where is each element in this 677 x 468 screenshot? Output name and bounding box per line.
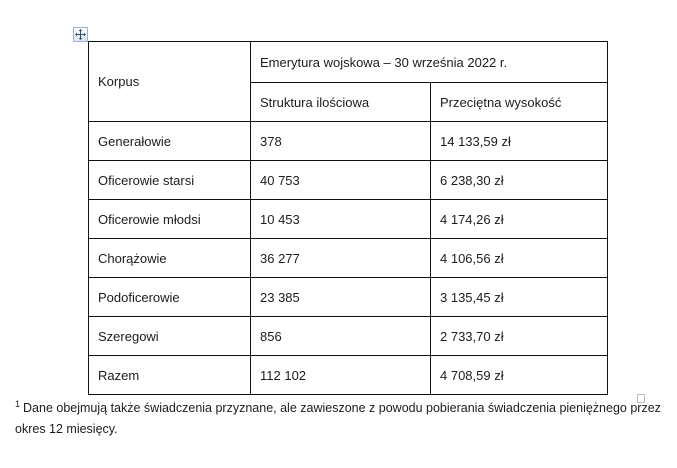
footnote[interactable] <box>15 398 667 439</box>
cell-corps[interactable]: Razem <box>89 356 251 395</box>
pension-table <box>88 41 608 395</box>
table-row <box>89 317 608 356</box>
cell-count[interactable]: 112 102 <box>251 356 431 395</box>
table-row <box>89 122 608 161</box>
cell-corps[interactable]: Oficerowie młodsi <box>89 200 251 239</box>
header-cell-title[interactable]: Emerytura wojskowa – 30 września 2022 r. <box>251 42 608 83</box>
move-icon <box>75 29 86 40</box>
cell-avg[interactable]: 14 133,59 zł <box>431 122 608 161</box>
header-cell-avg[interactable]: Przeciętna wysokość <box>431 83 608 122</box>
cell-avg[interactable]: 4 708,59 zł <box>431 356 608 395</box>
cell-corps[interactable]: Oficerowie starsi <box>89 161 251 200</box>
cell-corps[interactable]: Szeregowi <box>89 317 251 356</box>
table-row <box>89 161 608 200</box>
cell-avg[interactable]: 4 174,26 zł <box>431 200 608 239</box>
header-cell-corps[interactable]: Korpus <box>89 42 251 122</box>
table-row <box>89 200 608 239</box>
footnote-marker: 1 <box>15 398 21 409</box>
cell-count[interactable]: 856 <box>251 317 431 356</box>
cell-avg[interactable]: 6 238,30 zł <box>431 161 608 200</box>
cell-avg[interactable]: 4 106,56 zł <box>431 239 608 278</box>
cell-count[interactable]: 23 385 <box>251 278 431 317</box>
cell-count[interactable]: 10 453 <box>251 200 431 239</box>
cell-corps[interactable]: Podoficerowie <box>89 278 251 317</box>
cell-avg[interactable]: 3 135,45 zł <box>431 278 608 317</box>
table-row <box>89 239 608 278</box>
footnote-text: Dane obejmują także świadczenia przyznane, ale zawieszone z powodu pobierania świadczenia pieniężnego przez okres 12 miesięcy. <box>15 401 661 436</box>
cell-count[interactable]: 378 <box>251 122 431 161</box>
table-header-row-1 <box>89 42 608 83</box>
table-row <box>89 356 608 395</box>
cell-count[interactable]: 36 277 <box>251 239 431 278</box>
cell-count[interactable]: 40 753 <box>251 161 431 200</box>
header-cell-count[interactable]: Struktura ilościowa <box>251 83 431 122</box>
table-row <box>89 278 608 317</box>
table-move-handle[interactable] <box>73 27 88 42</box>
cell-corps[interactable]: Chorążowie <box>89 239 251 278</box>
cell-corps[interactable]: Generałowie <box>89 122 251 161</box>
cell-avg[interactable]: 2 733,70 zł <box>431 317 608 356</box>
